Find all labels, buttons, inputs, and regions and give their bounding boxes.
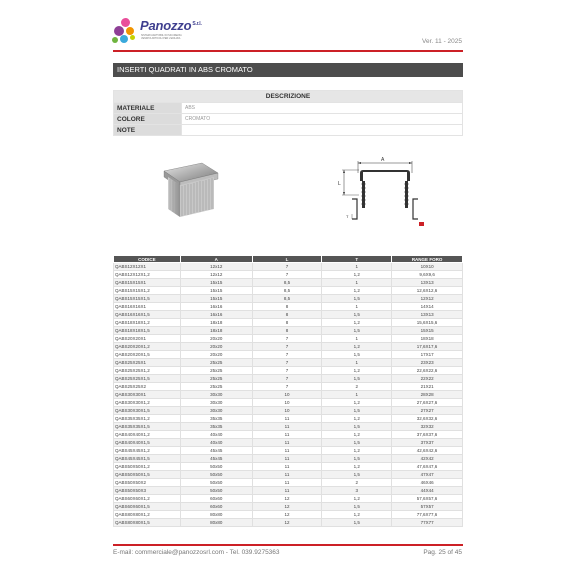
cell-a: 18x18 — [180, 327, 252, 335]
brand-tagline-1: SISTEMI ADATTABILI DI SICUREZZA — [141, 34, 182, 37]
cell-t: 1,2 — [322, 415, 392, 423]
cell-l: 11 — [252, 471, 322, 479]
cell-a: 15x15 — [180, 295, 252, 303]
cell-l: 11 — [252, 423, 322, 431]
cell-l: 7 — [252, 271, 322, 279]
cell-range-foro: 44X44 — [392, 487, 463, 495]
cell-t: 2 — [322, 383, 392, 391]
table-row — [114, 279, 463, 287]
cell-range-foro: 12X12 — [392, 295, 463, 303]
cell-a: 25x25 — [180, 367, 252, 375]
cell-range-foro: 27X27 — [392, 407, 463, 415]
cell-range-foro: 9,6X9,6 — [392, 271, 463, 279]
cell-codice: QABS25X25X1 — [114, 359, 181, 367]
cell-codice: QABS35X35X1,2 — [114, 415, 181, 423]
brand-tagline-2: VENDITA ARTICOLI PER L'EDILIZIA — [141, 37, 181, 40]
cell-a: 30x30 — [180, 391, 252, 399]
table-row — [114, 351, 463, 359]
column-header-codice: CODICE — [114, 256, 181, 263]
cell-t: 1,5 — [322, 455, 392, 463]
cell-t: 1,2 — [322, 399, 392, 407]
cell-a: 20x20 — [180, 351, 252, 359]
cell-t: 1,2 — [322, 495, 392, 503]
cell-a: 35x35 — [180, 423, 252, 431]
cell-l: 8 — [252, 303, 322, 311]
cell-a: 30x30 — [180, 399, 252, 407]
cell-l: 10 — [252, 399, 322, 407]
table-row — [114, 495, 463, 503]
cell-a: 50x50 — [180, 487, 252, 495]
cell-a: 15x15 — [180, 279, 252, 287]
cell-range-foro: 23X23 — [392, 359, 463, 367]
cell-a: 12x12 — [180, 263, 252, 271]
table-row — [114, 519, 463, 527]
cell-t: 1,5 — [322, 423, 392, 431]
description-table — [113, 90, 463, 136]
cell-a: 35x35 — [180, 415, 252, 423]
cell-l: 11 — [252, 463, 322, 471]
cell-l: 8 — [252, 319, 322, 327]
cell-a: 16x16 — [180, 303, 252, 311]
cell-range-foro: 27,6X27,6 — [392, 399, 463, 407]
cell-codice: QABS30X30X1 — [114, 391, 181, 399]
cell-t: 1,2 — [322, 447, 392, 455]
cell-codice: QABS80X80X1,5 — [114, 519, 181, 527]
cell-t: 1,2 — [322, 343, 392, 351]
cell-t: 1,2 — [322, 431, 392, 439]
footer-contact: E-mail: commerciale@panozzosrl.com - Tel. 039.9275363 — [113, 549, 280, 556]
table-row — [114, 327, 463, 335]
cell-l: 8 — [252, 311, 322, 319]
cell-codice: QABS12X12X1,2 — [114, 271, 181, 279]
dimension-l-label: L — [338, 181, 341, 187]
table-row — [114, 431, 463, 439]
cell-a: 25x25 — [180, 359, 252, 367]
cell-a: 50x50 — [180, 463, 252, 471]
table-row — [114, 295, 463, 303]
cell-range-foro: 14X14 — [392, 303, 463, 311]
table-row — [114, 303, 463, 311]
cell-range-foro: 37,6X37,6 — [392, 431, 463, 439]
table-row — [114, 311, 463, 319]
cell-a: 50x50 — [180, 479, 252, 487]
cell-t: 1,2 — [322, 367, 392, 375]
table-row — [114, 319, 463, 327]
cell-t: 1,2 — [322, 287, 392, 295]
cell-range-foro: 77,6X77,6 — [392, 511, 463, 519]
cell-codice: QABS15X15X1 — [114, 279, 181, 287]
cell-t: 1,5 — [322, 471, 392, 479]
cell-t: 1 — [322, 303, 392, 311]
company-logo — [112, 16, 212, 48]
cell-a: 50x50 — [180, 471, 252, 479]
cell-codice: QABS16X16X1,5 — [114, 311, 181, 319]
cell-a: 60x60 — [180, 495, 252, 503]
table-row — [114, 407, 463, 415]
cell-codice: QABS50X50X1,5 — [114, 471, 181, 479]
table-row — [114, 455, 463, 463]
description-header: DESCRIZIONE — [114, 91, 463, 103]
cell-t: 1,5 — [322, 311, 392, 319]
cell-a: 60x60 — [180, 503, 252, 511]
cell-a: 25x25 — [180, 383, 252, 391]
cell-codice: QABS35X35X1,5 — [114, 423, 181, 431]
cell-l: 8,5 — [252, 287, 322, 295]
cell-t: 1,2 — [322, 319, 392, 327]
technical-diagram — [330, 155, 435, 230]
table-row — [114, 375, 463, 383]
pdf-badge-icon — [419, 222, 424, 226]
product-photo — [160, 155, 220, 225]
table-header-row — [114, 256, 463, 263]
section-title: INSERTI QUADRATI IN ABS CROMATO — [113, 63, 463, 77]
cell-a: 30x30 — [180, 407, 252, 415]
table-row — [114, 487, 463, 495]
cell-codice: QABS40X40X1,2 — [114, 431, 181, 439]
table-row — [114, 263, 463, 271]
cell-t: 1,2 — [322, 463, 392, 471]
cell-codice: QABS20X20X1,5 — [114, 351, 181, 359]
cell-codice: QABS60X60X1,2 — [114, 495, 181, 503]
notes-label: NOTE — [114, 125, 182, 136]
cell-range-foro: 10X10 — [392, 263, 463, 271]
cell-l: 8,5 — [252, 279, 322, 287]
cell-a: 80x80 — [180, 519, 252, 527]
cell-l: 8,5 — [252, 295, 322, 303]
cell-t: 1,5 — [322, 327, 392, 335]
cell-t: 1,5 — [322, 519, 392, 527]
cell-codice: QABS20X20X1,2 — [114, 343, 181, 351]
table-row — [114, 271, 463, 279]
cell-codice: QABS15X15X1,2 — [114, 287, 181, 295]
cell-t: 1,5 — [322, 351, 392, 359]
cell-a: 40x40 — [180, 439, 252, 447]
cell-t: 1 — [322, 263, 392, 271]
cell-codice: QABS50X50X3 — [114, 487, 181, 495]
cell-codice: QABS30X30X1,2 — [114, 399, 181, 407]
table-row — [114, 423, 463, 431]
cell-codice: QABS25X25X1,2 — [114, 367, 181, 375]
cell-codice: QABS30X30X1,5 — [114, 407, 181, 415]
description-row-color — [114, 114, 463, 125]
cell-l: 11 — [252, 431, 322, 439]
cell-l: 7 — [252, 263, 322, 271]
table-row — [114, 511, 463, 519]
cell-t: 1,5 — [322, 503, 392, 511]
cell-l: 11 — [252, 447, 322, 455]
cell-range-foro: 22,6X22,6 — [392, 367, 463, 375]
cell-codice: QABS20X20X1 — [114, 335, 181, 343]
cell-codice: QABS60X60X1,5 — [114, 503, 181, 511]
cell-codice: QABS45X45X1,5 — [114, 455, 181, 463]
logo-mark-icon — [112, 18, 140, 46]
color-value: CROMATO — [182, 114, 463, 125]
color-label: COLORE — [114, 114, 182, 125]
cell-range-foro: 15,6X15,6 — [392, 319, 463, 327]
cell-l: 7 — [252, 359, 322, 367]
cell-a: 12x12 — [180, 271, 252, 279]
cell-codice: QABS50X50X2 — [114, 479, 181, 487]
cell-a: 45x45 — [180, 447, 252, 455]
cell-range-foro: 32X32 — [392, 423, 463, 431]
dimension-t-label: T — [346, 214, 349, 219]
cell-range-foro: 22X22 — [392, 375, 463, 383]
product-codes-table — [113, 255, 463, 527]
header-divider — [113, 50, 463, 52]
material-label: MATERIALE — [114, 103, 182, 114]
table-row — [114, 479, 463, 487]
version-label: Ver. 11 - 2025 — [422, 38, 462, 45]
table-row — [114, 367, 463, 375]
cell-a: 40x40 — [180, 431, 252, 439]
cell-codice: QABS80X80X1,2 — [114, 511, 181, 519]
cell-l: 8 — [252, 327, 322, 335]
table-row — [114, 415, 463, 423]
cell-range-foro: 37X37 — [392, 439, 463, 447]
cell-codice: QABS45X45X1,2 — [114, 447, 181, 455]
cell-codice: QABS12X12X1 — [114, 263, 181, 271]
cell-codice: QABS16X16X1 — [114, 303, 181, 311]
cell-codice: QABS50X50X1,2 — [114, 463, 181, 471]
cell-range-foro: 12,6X12,6 — [392, 287, 463, 295]
dimension-a-label: A — [381, 157, 385, 163]
notes-value — [182, 125, 463, 136]
cell-range-foro: 46X46 — [392, 479, 463, 487]
column-header-t: T — [322, 256, 392, 263]
cell-codice: QABS15X15X1,5 — [114, 295, 181, 303]
cell-t: 1,2 — [322, 271, 392, 279]
cell-codice: QABS18X18X1,5 — [114, 327, 181, 335]
cell-t: 1,5 — [322, 407, 392, 415]
description-row-notes — [114, 125, 463, 136]
cell-l: 7 — [252, 351, 322, 359]
cell-l: 12 — [252, 495, 322, 503]
cell-range-foro: 32,6X32,6 — [392, 415, 463, 423]
cell-l: 7 — [252, 383, 322, 391]
cell-a: 20x20 — [180, 343, 252, 351]
cell-range-foro: 57,6X57,6 — [392, 495, 463, 503]
description-row-material — [114, 103, 463, 114]
cell-codice: QABS18X18X1,2 — [114, 319, 181, 327]
cell-l: 11 — [252, 487, 322, 495]
cell-a: 25x25 — [180, 375, 252, 383]
cell-l: 12 — [252, 503, 322, 511]
table-row — [114, 399, 463, 407]
table-row — [114, 343, 463, 351]
table-row — [114, 383, 463, 391]
brand-name: Panozzo$^{S.r.l.}$ — [140, 18, 202, 33]
table-row — [114, 391, 463, 399]
column-header-l: L — [252, 256, 322, 263]
cell-codice: QABS40X40X1,5 — [114, 439, 181, 447]
cell-a: 20x20 — [180, 335, 252, 343]
cell-t: 1,5 — [322, 295, 392, 303]
cell-range-foro: 17X17 — [392, 351, 463, 359]
table-row — [114, 287, 463, 295]
cell-l: 11 — [252, 479, 322, 487]
cell-a: 16x16 — [180, 311, 252, 319]
table-row — [114, 359, 463, 367]
cell-t: 1 — [322, 359, 392, 367]
table-row — [114, 447, 463, 455]
table-row — [114, 503, 463, 511]
cell-t: 1 — [322, 335, 392, 343]
cell-l: 7 — [252, 375, 322, 383]
table-body — [114, 263, 463, 527]
cell-t: 1 — [322, 279, 392, 287]
cell-t: 1,5 — [322, 375, 392, 383]
cell-t: 1,5 — [322, 439, 392, 447]
cell-l: 7 — [252, 367, 322, 375]
cell-range-foro: 42,6X42,6 — [392, 447, 463, 455]
cell-range-foro: 47,6X47,6 — [392, 463, 463, 471]
table-row — [114, 471, 463, 479]
cell-codice: QABS25X25X1,5 — [114, 375, 181, 383]
cell-range-foro: 47X47 — [392, 471, 463, 479]
cell-l: 11 — [252, 415, 322, 423]
table-row — [114, 463, 463, 471]
cell-range-foro: 13X13 — [392, 311, 463, 319]
cell-range-foro: 28X28 — [392, 391, 463, 399]
cell-l: 11 — [252, 455, 322, 463]
table-row — [114, 335, 463, 343]
table-row — [114, 439, 463, 447]
cell-l: 7 — [252, 343, 322, 351]
cell-t: 2 — [322, 479, 392, 487]
cell-range-foro: 57X57 — [392, 503, 463, 511]
material-value: ABS — [182, 103, 463, 114]
cell-range-foro: 18X18 — [392, 335, 463, 343]
cell-a: 15x15 — [180, 287, 252, 295]
page-number: Pag. 25 of 45 — [423, 549, 462, 556]
cell-l: 10 — [252, 391, 322, 399]
cell-a: 18x18 — [180, 319, 252, 327]
cell-l: 7 — [252, 335, 322, 343]
cell-a: 80x80 — [180, 511, 252, 519]
cell-t: 1,2 — [322, 511, 392, 519]
cell-range-foro: 21X21 — [392, 383, 463, 391]
cell-a: 45x45 — [180, 455, 252, 463]
cell-range-foro: 17,6X17,6 — [392, 343, 463, 351]
cell-l: 11 — [252, 439, 322, 447]
cell-codice: QABS25X25X2 — [114, 383, 181, 391]
footer-divider — [113, 544, 463, 546]
cell-t: 1 — [322, 391, 392, 399]
cell-range-foro: 77X77 — [392, 519, 463, 527]
cell-range-foro: 15X15 — [392, 327, 463, 335]
cell-l: 10 — [252, 407, 322, 415]
cell-t: 3 — [322, 487, 392, 495]
cell-range-foro: 42X42 — [392, 455, 463, 463]
column-header-range-foro: RANGE FORO — [392, 256, 463, 263]
cell-l: 12 — [252, 519, 322, 527]
cell-l: 12 — [252, 511, 322, 519]
cell-range-foro: 13X13 — [392, 279, 463, 287]
column-header-a: A — [180, 256, 252, 263]
